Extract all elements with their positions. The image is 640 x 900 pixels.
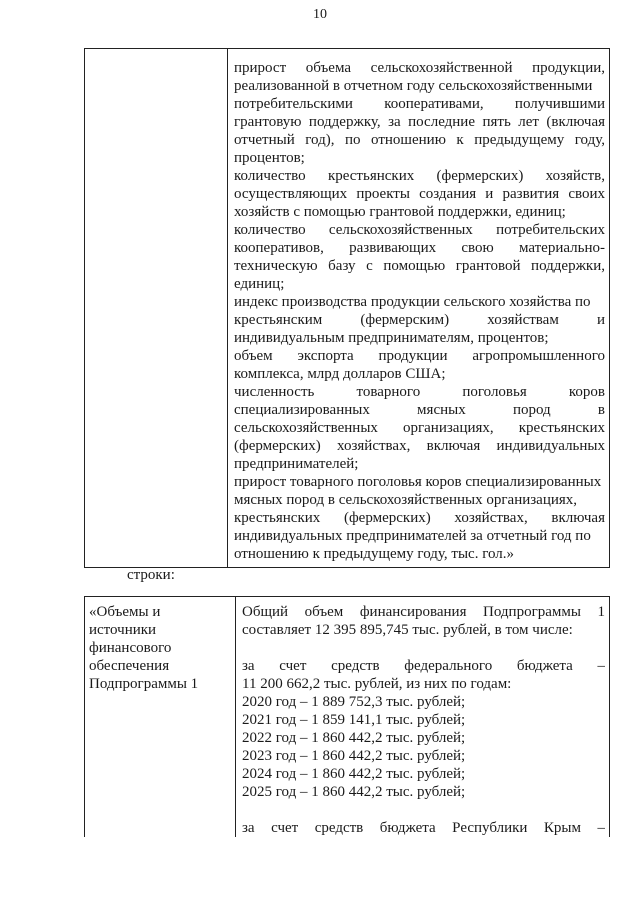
text-line: обеспечения <box>89 658 170 674</box>
text-line: Общий объем финансирования Подпрограммы 1 <box>242 604 605 620</box>
text-line: хозяйств с помощью грантовой поддержки, единиц; <box>234 204 566 220</box>
text-line: отношению к предыдущему году, тыс. гол.» <box>234 546 515 562</box>
text-line: техническую базу с помощью грантовой поддержки, <box>234 258 605 274</box>
text-line: прирост объема сельскохозяйственной продукции, <box>234 60 605 76</box>
text-line: грантовую поддержку, за последние пять лет (включая <box>234 114 605 130</box>
text-line: отчетный год), по отношению к предыдущему году, <box>234 132 605 148</box>
text-line: количество крестьянских (фермерских) хозяйств, <box>234 168 605 184</box>
text-line: крестьянских (фермерских) хозяйствах, включая <box>234 510 605 526</box>
funding-details-cell <box>236 597 610 838</box>
text-line: комплекса, млрд долларов США; <box>234 366 446 382</box>
text-line: реализованной в отчетном году сельскохозяйственными <box>234 78 593 94</box>
year-line: 2021 год – 1 859 141,1 тыс. рублей; <box>242 712 466 728</box>
spacer <box>242 639 605 657</box>
text-line: «Объемы и <box>89 604 161 620</box>
text-line: Подпрограммы 1 <box>89 676 199 692</box>
spacer <box>242 801 605 819</box>
text-line: 11 200 662,2 тыс. рублей, из них по годам: <box>242 676 512 692</box>
text-line: предпринимателей; <box>234 456 359 472</box>
text-line: кооперативов, развивающих свою материально- <box>234 240 605 256</box>
table-row <box>85 597 610 838</box>
text-line: финансового <box>89 640 172 656</box>
text-line: численность товарного поголовья коров <box>234 384 605 400</box>
text-line: (фермерских) хозяйствах, включая индивидуальных <box>234 438 605 454</box>
indicators-table <box>84 48 610 568</box>
text-line: процентов; <box>234 150 305 166</box>
text-line: источники <box>89 622 157 638</box>
text-line: мясных пород в сельскохозяйственных организациях, <box>234 492 578 508</box>
text-line: прирост товарного поголовья коров специализированных <box>234 474 602 490</box>
funding-label-cell <box>85 597 236 838</box>
text-line: количество сельскохозяйственных потребительских <box>234 222 605 238</box>
text-line: потребительскими кооперативами, получившими <box>234 96 605 112</box>
year-line: 2024 год – 1 860 442,2 тыс. рублей; <box>242 766 466 782</box>
table-cell-empty <box>85 49 228 568</box>
text-line: осуществляющих проекты создания и развития своих <box>234 186 605 202</box>
year-line: 2022 год – 1 860 442,2 тыс. рублей; <box>242 730 466 746</box>
text-line: единиц; <box>234 276 285 292</box>
funding-table <box>84 596 610 837</box>
text-line: составляет 12 395 895,745 тыс. рублей, в том числе: <box>242 622 573 638</box>
text-line: специализированных мясных пород в <box>234 402 605 418</box>
rows-label: строки: <box>127 567 175 583</box>
table-row <box>85 49 610 568</box>
text-line: за счет средств бюджета Республики Крым – <box>242 820 605 836</box>
text-line: объем экспорта продукции агропромышленного <box>234 348 605 364</box>
text-line: сельскохозяйственных организациях, крестьянских <box>234 420 605 436</box>
text-line: за счет средств федерального бюджета – <box>242 658 605 674</box>
text-line: индивидуальных предпринимателей за отчетный год по <box>234 528 591 544</box>
text-line: крестьянским (фермерским) хозяйствам и <box>234 312 605 328</box>
indicators-cell <box>228 49 610 568</box>
year-line: 2023 год – 1 860 442,2 тыс. рублей; <box>242 748 466 764</box>
text-line: индекс производства продукции сельского хозяйства по <box>234 294 591 310</box>
year-line: 2025 год – 1 860 442,2 тыс. рублей; <box>242 784 466 800</box>
year-line: 2020 год – 1 889 752,3 тыс. рублей; <box>242 694 466 710</box>
page-number: 10 <box>313 7 327 22</box>
text-line: индивидуальным предпринимателям, процентов; <box>234 330 549 346</box>
